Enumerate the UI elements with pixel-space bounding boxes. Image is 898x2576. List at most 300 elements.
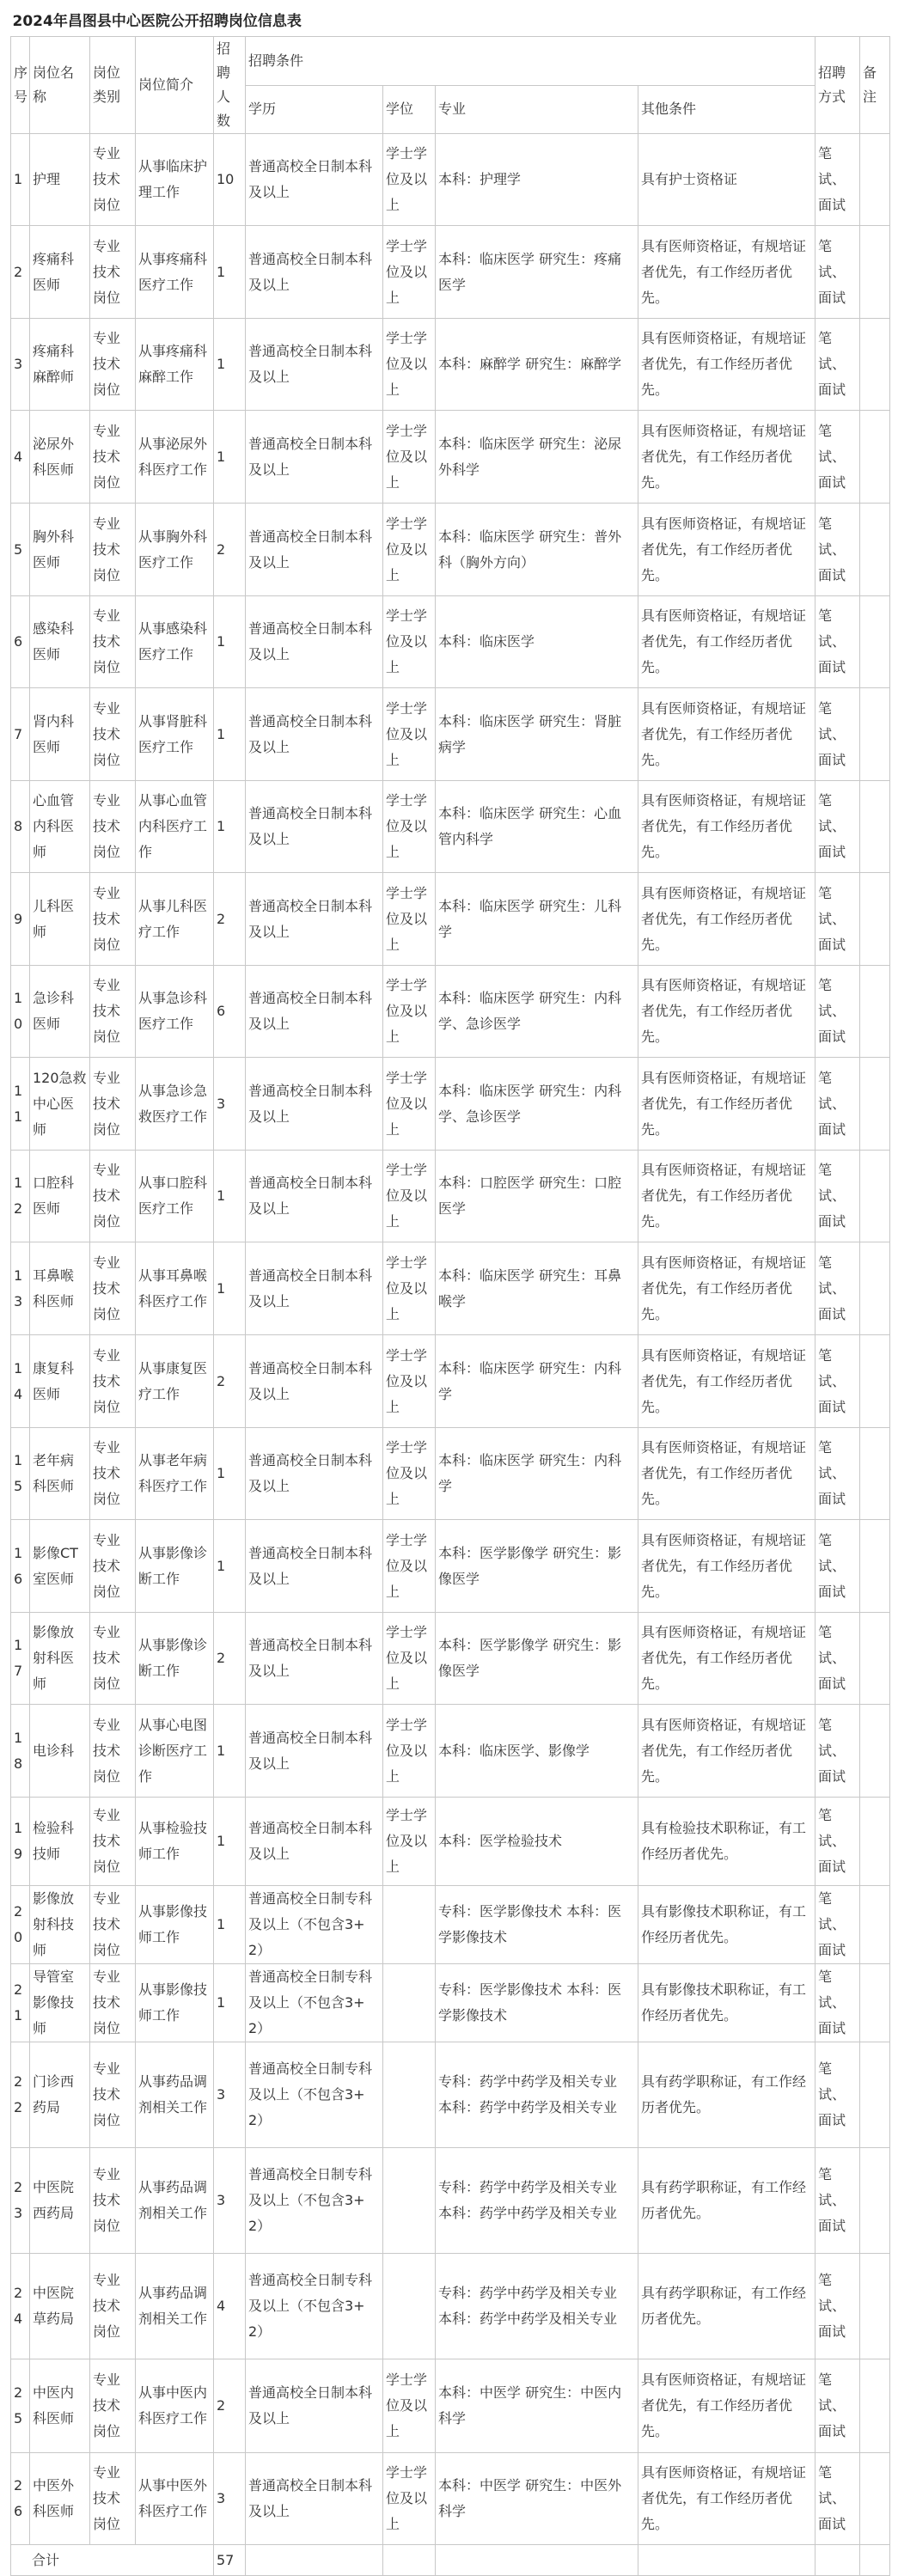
table-row (11, 2042, 890, 2148)
cell-remark (860, 966, 890, 1058)
total-empty-cell (860, 2545, 890, 2576)
cell-count: 1 (214, 1151, 246, 1242)
cell-method: 笔试、面试 (816, 1335, 860, 1428)
cell-count: 2 (214, 504, 246, 596)
cell-education: 普通高校全日制本科及以上 (246, 1151, 383, 1242)
cell-intro: 从事药品调剂相关工作 (136, 2148, 214, 2254)
cell-seq: 2 (11, 226, 30, 319)
cell-other: 具有医师资格证，有规培证者优先，有工作经历者优先。 (638, 1705, 816, 1798)
cell-seq: 26 (11, 2453, 30, 2545)
cell-intro: 从事儿科医疗工作 (136, 873, 214, 966)
cell-major: 专科：医学影像技术 本科：医学影像技术 (436, 1886, 638, 1964)
cell-degree: 学士学位及以上 (383, 226, 436, 319)
cell-other: 具有药学职称证，有工作经历者优先。 (638, 2148, 816, 2254)
cell-education: 普通高校全日制本科及以上 (246, 1520, 383, 1613)
cell-name: 老年病科医师 (30, 1428, 90, 1520)
cell-major: 专科：药学中药学及相关专业 本科：药学中药学及相关专业 (436, 2254, 638, 2359)
cell-major: 本科：临床医学 研究生：泌尿外科学 (436, 411, 638, 504)
total-empty-cell (816, 2545, 860, 2576)
cell-remark (860, 319, 890, 411)
cell-seq: 24 (11, 2254, 30, 2359)
cell-other: 具有药学职称证，有工作经历者优先。 (638, 2254, 816, 2359)
cell-degree: 学士学位及以上 (383, 1058, 436, 1151)
cell-category: 专业技术岗位 (90, 596, 136, 688)
cell-intro: 从事胸外科医疗工作 (136, 504, 214, 596)
table-row (11, 411, 890, 504)
cell-name: 心血管内科医师 (30, 781, 90, 873)
cell-method: 笔试、面试 (816, 1242, 860, 1335)
header-education: 学历 (246, 85, 383, 134)
recruitment-table (10, 7, 890, 2576)
table-row (11, 2453, 890, 2545)
cell-major: 本科：临床医学 研究生：内科学 (436, 1335, 638, 1428)
cell-category: 专业技术岗位 (90, 2453, 136, 2545)
cell-seq: 21 (11, 1964, 30, 2042)
cell-seq: 23 (11, 2148, 30, 2254)
cell-name: 康复科医师 (30, 1335, 90, 1428)
cell-education: 普通高校全日制本科及以上 (246, 226, 383, 319)
cell-method: 笔试、面试 (816, 1886, 860, 1964)
cell-education: 普通高校全日制本科及以上 (246, 688, 383, 781)
cell-intro: 从事口腔科医疗工作 (136, 1151, 214, 1242)
cell-education: 普通高校全日制本科及以上 (246, 2453, 383, 2545)
cell-degree: 学士学位及以上 (383, 1335, 436, 1428)
cell-degree: 学士学位及以上 (383, 1151, 436, 1242)
cell-method: 笔试、面试 (816, 1058, 860, 1151)
cell-name: 急诊科医师 (30, 966, 90, 1058)
cell-intro: 从事耳鼻喉科医疗工作 (136, 1242, 214, 1335)
cell-degree (383, 2148, 436, 2254)
cell-other: 具有药学职称证，有工作经历者优先。 (638, 2042, 816, 2148)
cell-education: 普通高校全日制专科及以上（不包含3+2） (246, 2042, 383, 2148)
cell-seq: 1 (11, 134, 30, 226)
table-row (11, 1151, 890, 1242)
cell-major: 专科：药学中药学及相关专业 本科：药学中药学及相关专业 (436, 2148, 638, 2254)
cell-name: 门诊西药局 (30, 2042, 90, 2148)
cell-education: 普通高校全日制本科及以上 (246, 1058, 383, 1151)
table-row (11, 1428, 890, 1520)
cell-category: 专业技术岗位 (90, 226, 136, 319)
cell-count: 6 (214, 966, 246, 1058)
table-row (11, 134, 890, 226)
cell-major: 本科：临床医学 研究生：耳鼻喉学 (436, 1242, 638, 1335)
cell-education: 普通高校全日制本科及以上 (246, 1798, 383, 1886)
table-row (11, 688, 890, 781)
header-conditions: 招聘条件 (246, 37, 816, 86)
cell-seq: 12 (11, 1151, 30, 1242)
cell-count: 2 (214, 873, 246, 966)
cell-count: 1 (214, 596, 246, 688)
cell-count: 2 (214, 1613, 246, 1705)
cell-education: 普通高校全日制本科及以上 (246, 1428, 383, 1520)
cell-remark (860, 1058, 890, 1151)
cell-remark (860, 1705, 890, 1798)
cell-category: 专业技术岗位 (90, 411, 136, 504)
cell-major: 本科：临床医学 研究生：内科学、急诊医学 (436, 966, 638, 1058)
cell-degree: 学士学位及以上 (383, 873, 436, 966)
cell-degree: 学士学位及以上 (383, 596, 436, 688)
cell-method: 笔试、面试 (816, 2453, 860, 2545)
cell-count: 1 (214, 411, 246, 504)
header-seq: 序号 (11, 37, 30, 134)
cell-other: 具有医师资格证，有规培证者优先，有工作经历者优先。 (638, 2359, 816, 2453)
cell-seq: 11 (11, 1058, 30, 1151)
cell-method: 笔试、面试 (816, 2359, 860, 2453)
cell-method: 笔试、面试 (816, 134, 860, 226)
cell-intro: 从事药品调剂相关工作 (136, 2254, 214, 2359)
cell-seq: 14 (11, 1335, 30, 1428)
cell-education: 普通高校全日制本科及以上 (246, 411, 383, 504)
cell-count: 2 (214, 1335, 246, 1428)
cell-remark (860, 411, 890, 504)
cell-education: 普通高校全日制本科及以上 (246, 966, 383, 1058)
cell-other: 具有护士资格证 (638, 134, 816, 226)
cell-category: 专业技术岗位 (90, 966, 136, 1058)
cell-seq: 5 (11, 504, 30, 596)
cell-name: 胸外科医师 (30, 504, 90, 596)
cell-degree (383, 1964, 436, 2042)
cell-name: 120急救中心医师 (30, 1058, 90, 1151)
cell-seq: 22 (11, 2042, 30, 2148)
cell-other: 具有影像技术职称证，有工作经历者优先。 (638, 1964, 816, 2042)
cell-method: 笔试、面试 (816, 2042, 860, 2148)
cell-count: 3 (214, 2453, 246, 2545)
cell-major: 本科：护理学 (436, 134, 638, 226)
cell-major: 本科：临床医学 研究生：普外科（胸外方向） (436, 504, 638, 596)
cell-degree: 学士学位及以上 (383, 688, 436, 781)
cell-other: 具有医师资格证，有规培证者优先，有工作经历者优先。 (638, 1242, 816, 1335)
table-row (11, 1520, 890, 1613)
cell-category: 专业技术岗位 (90, 1058, 136, 1151)
cell-count: 10 (214, 134, 246, 226)
cell-major: 本科：临床医学 研究生：肾脏病学 (436, 688, 638, 781)
cell-remark (860, 2254, 890, 2359)
table-row (11, 1335, 890, 1428)
cell-name: 耳鼻喉科医师 (30, 1242, 90, 1335)
table-row (11, 504, 890, 596)
cell-name: 疼痛科麻醉师 (30, 319, 90, 411)
cell-category: 专业技术岗位 (90, 1964, 136, 2042)
total-label: 合计 (11, 2545, 214, 2576)
cell-category: 专业技术岗位 (90, 873, 136, 966)
cell-name: 影像CT室医师 (30, 1520, 90, 1613)
cell-count: 1 (214, 1520, 246, 1613)
cell-other: 具有医师资格证，有规培证者优先，有工作经历者优先。 (638, 319, 816, 411)
cell-seq: 4 (11, 411, 30, 504)
header-count: 招聘人数 (214, 37, 246, 134)
header-name: 岗位名称 (30, 37, 90, 134)
table-title: 2024年昌图县中心医院公开招聘岗位信息表 (12, 13, 302, 30)
cell-remark (860, 504, 890, 596)
cell-education: 普通高校全日制专科及以上（不包含3+2） (246, 1964, 383, 2042)
cell-degree: 学士学位及以上 (383, 2453, 436, 2545)
cell-degree: 学士学位及以上 (383, 1613, 436, 1705)
cell-intro: 从事影像诊断工作 (136, 1520, 214, 1613)
cell-major: 专科：医学影像技术 本科：医学影像技术 (436, 1964, 638, 2042)
cell-category: 专业技术岗位 (90, 504, 136, 596)
cell-education: 普通高校全日制本科及以上 (246, 781, 383, 873)
cell-major: 本科：临床医学、影像学 (436, 1705, 638, 1798)
cell-other: 具有医师资格证，有规培证者优先，有工作经历者优先。 (638, 781, 816, 873)
cell-remark (860, 1151, 890, 1242)
cell-category: 专业技术岗位 (90, 1705, 136, 1798)
cell-remark (860, 2359, 890, 2453)
cell-remark (860, 2042, 890, 2148)
cell-seq: 15 (11, 1428, 30, 1520)
cell-count: 2 (214, 2359, 246, 2453)
cell-method: 笔试、面试 (816, 1151, 860, 1242)
cell-degree: 学士学位及以上 (383, 2359, 436, 2453)
cell-method: 笔试、面试 (816, 2148, 860, 2254)
cell-major: 本科：临床医学 (436, 596, 638, 688)
cell-name: 中医院草药局 (30, 2254, 90, 2359)
cell-method: 笔试、面试 (816, 226, 860, 319)
table-row (11, 1242, 890, 1335)
cell-intro: 从事中医内科医疗工作 (136, 2359, 214, 2453)
cell-intro: 从事心血管内科医疗工作 (136, 781, 214, 873)
header-remark: 备注 (860, 37, 890, 134)
table-row (11, 596, 890, 688)
cell-major: 本科：口腔医学 研究生：口腔医学 (436, 1151, 638, 1242)
cell-method: 笔试、面试 (816, 596, 860, 688)
cell-degree: 学士学位及以上 (383, 319, 436, 411)
cell-intro: 从事临床护理工作 (136, 134, 214, 226)
cell-major: 本科：中医学 研究生：中医内科学 (436, 2359, 638, 2453)
cell-name: 泌尿外科医师 (30, 411, 90, 504)
cell-name: 肾内科医师 (30, 688, 90, 781)
cell-name: 电诊科 (30, 1705, 90, 1798)
cell-count: 4 (214, 2254, 246, 2359)
cell-category: 专业技术岗位 (90, 1242, 136, 1335)
cell-remark (860, 596, 890, 688)
cell-seq: 19 (11, 1798, 30, 1886)
cell-count: 1 (214, 1964, 246, 2042)
cell-method: 笔试、面试 (816, 688, 860, 781)
header-intro: 岗位简介 (136, 37, 214, 134)
cell-count: 1 (214, 1705, 246, 1798)
cell-major: 专科：药学中药学及相关专业 本科：药学中药学及相关专业 (436, 2042, 638, 2148)
table-row (11, 226, 890, 319)
cell-intro: 从事老年病科医疗工作 (136, 1428, 214, 1520)
cell-category: 专业技术岗位 (90, 1613, 136, 1705)
cell-seq: 6 (11, 596, 30, 688)
cell-seq: 7 (11, 688, 30, 781)
cell-education: 普通高校全日制本科及以上 (246, 873, 383, 966)
cell-name: 感染科医师 (30, 596, 90, 688)
cell-remark (860, 1886, 890, 1964)
table-row (11, 1705, 890, 1798)
cell-other: 具有医师资格证，有规培证者优先，有工作经历者优先。 (638, 596, 816, 688)
cell-count: 1 (214, 1798, 246, 1886)
cell-degree (383, 2254, 436, 2359)
cell-remark (860, 226, 890, 319)
cell-seq: 20 (11, 1886, 30, 1964)
cell-remark (860, 781, 890, 873)
cell-other: 具有影像技术职称证，有工作经历者优先。 (638, 1886, 816, 1964)
cell-major: 本科：临床医学 研究生：内科学 (436, 1428, 638, 1520)
cell-intro: 从事检验技师工作 (136, 1798, 214, 1886)
table-row (11, 1058, 890, 1151)
cell-degree: 学士学位及以上 (383, 504, 436, 596)
cell-education: 普通高校全日制本科及以上 (246, 1335, 383, 1428)
table-row (11, 2359, 890, 2453)
cell-seq: 16 (11, 1520, 30, 1613)
cell-other: 具有医师资格证，有规培证者优先，有工作经历者优先。 (638, 1520, 816, 1613)
cell-count: 1 (214, 688, 246, 781)
cell-education: 普通高校全日制本科及以上 (246, 319, 383, 411)
cell-major: 本科：中医学 研究生：中医外科学 (436, 2453, 638, 2545)
cell-name: 中医内科医师 (30, 2359, 90, 2453)
cell-other: 具有医师资格证，有规培证者优先，有工作经历者优先。 (638, 1335, 816, 1428)
cell-method: 笔试、面试 (816, 411, 860, 504)
cell-seq: 9 (11, 873, 30, 966)
cell-name: 检验科技师 (30, 1798, 90, 1886)
cell-count: 1 (214, 1886, 246, 1964)
cell-degree (383, 1886, 436, 1964)
table-row (11, 2148, 890, 2254)
table-row (11, 1613, 890, 1705)
table-row (11, 2254, 890, 2359)
cell-method: 笔试、面试 (816, 319, 860, 411)
cell-major: 本科：麻醉学 研究生：麻醉学 (436, 319, 638, 411)
cell-count: 1 (214, 1428, 246, 1520)
cell-degree: 学士学位及以上 (383, 1242, 436, 1335)
cell-other: 具有医师资格证，有规培证者优先，有工作经历者优先。 (638, 504, 816, 596)
cell-degree: 学士学位及以上 (383, 411, 436, 504)
cell-major: 本科：临床医学 研究生：内科学、急诊医学 (436, 1058, 638, 1151)
cell-category: 专业技术岗位 (90, 1520, 136, 1613)
cell-other: 具有医师资格证，有规培证者优先，有工作经历者优先。 (638, 226, 816, 319)
cell-method: 笔试、面试 (816, 1613, 860, 1705)
header-other: 其他条件 (638, 85, 816, 134)
cell-name: 影像放射科医师 (30, 1613, 90, 1705)
cell-method: 笔试、面试 (816, 1798, 860, 1886)
cell-degree (383, 2042, 436, 2148)
cell-category: 专业技术岗位 (90, 2254, 136, 2359)
cell-seq: 3 (11, 319, 30, 411)
total-empty-cell (383, 2545, 436, 2576)
cell-category: 专业技术岗位 (90, 134, 136, 226)
cell-seq: 17 (11, 1613, 30, 1705)
cell-remark (860, 688, 890, 781)
total-row (11, 2545, 890, 2576)
cell-other: 具有医师资格证，有规培证者优先，有工作经历者优先。 (638, 966, 816, 1058)
cell-remark (860, 1428, 890, 1520)
cell-seq: 10 (11, 966, 30, 1058)
cell-intro: 从事药品调剂相关工作 (136, 2042, 214, 2148)
cell-name: 口腔科医师 (30, 1151, 90, 1242)
cell-degree: 学士学位及以上 (383, 966, 436, 1058)
cell-other: 具有医师资格证，有规培证者优先，有工作经历者优先。 (638, 1058, 816, 1151)
cell-category: 专业技术岗位 (90, 781, 136, 873)
cell-major: 本科：医学检验技术 (436, 1798, 638, 1886)
cell-method: 笔试、面试 (816, 966, 860, 1058)
cell-name: 护理 (30, 134, 90, 226)
cell-other: 具有医师资格证，有规培证者优先，有工作经历者优先。 (638, 1613, 816, 1705)
cell-intro: 从事感染科医疗工作 (136, 596, 214, 688)
cell-count: 1 (214, 319, 246, 411)
header-degree: 学位 (383, 85, 436, 134)
cell-seq: 18 (11, 1705, 30, 1798)
cell-intro: 从事影像技师工作 (136, 1886, 214, 1964)
cell-intro: 从事急诊科医疗工作 (136, 966, 214, 1058)
cell-method: 笔试、面试 (816, 873, 860, 966)
cell-remark (860, 2148, 890, 2254)
cell-degree: 学士学位及以上 (383, 1520, 436, 1613)
cell-other: 具有医师资格证，有规培证者优先，有工作经历者优先。 (638, 2453, 816, 2545)
cell-method: 笔试、面试 (816, 1520, 860, 1613)
cell-major: 本科：医学影像学 研究生：影像医学 (436, 1613, 638, 1705)
cell-intro: 从事康复医疗工作 (136, 1335, 214, 1428)
cell-other: 具有医师资格证，有规培证者优先，有工作经历者优先。 (638, 411, 816, 504)
cell-education: 普通高校全日制本科及以上 (246, 2359, 383, 2453)
table-row (11, 873, 890, 966)
cell-intro: 从事影像技师工作 (136, 1964, 214, 2042)
cell-other: 具有医师资格证，有规培证者优先，有工作经历者优先。 (638, 688, 816, 781)
cell-intro: 从事肾脏科医疗工作 (136, 688, 214, 781)
cell-education: 普通高校全日制本科及以上 (246, 134, 383, 226)
cell-seq: 8 (11, 781, 30, 873)
cell-category: 专业技术岗位 (90, 1798, 136, 1886)
total-empty-cell (638, 2545, 816, 2576)
cell-intro: 从事中医外科医疗工作 (136, 2453, 214, 2545)
cell-other: 具有医师资格证，有规培证者优先，有工作经历者优先。 (638, 1151, 816, 1242)
cell-seq: 13 (11, 1242, 30, 1335)
cell-remark (860, 1798, 890, 1886)
cell-method: 笔试、面试 (816, 1428, 860, 1520)
cell-seq: 25 (11, 2359, 30, 2453)
cell-method: 笔试、面试 (816, 781, 860, 873)
cell-category: 专业技术岗位 (90, 1886, 136, 1964)
cell-degree: 学士学位及以上 (383, 1798, 436, 1886)
cell-other: 具有检验技术职称证，有工作经历者优先。 (638, 1798, 816, 1886)
cell-education: 普通高校全日制专科及以上（不包含3+2） (246, 1886, 383, 1964)
cell-category: 专业技术岗位 (90, 2042, 136, 2148)
cell-name: 导管室影像技师 (30, 1964, 90, 2042)
cell-intro: 从事疼痛科麻醉工作 (136, 319, 214, 411)
cell-remark (860, 1335, 890, 1428)
cell-remark (860, 2453, 890, 2545)
table-row (11, 1886, 890, 1964)
cell-remark (860, 134, 890, 226)
total-count: 57 (214, 2545, 246, 2576)
cell-count: 1 (214, 1242, 246, 1335)
cell-remark (860, 1964, 890, 2042)
cell-degree: 学士学位及以上 (383, 1428, 436, 1520)
cell-degree: 学士学位及以上 (383, 1705, 436, 1798)
cell-category: 专业技术岗位 (90, 319, 136, 411)
header-method: 招聘方式 (816, 37, 860, 134)
cell-name: 影像放射科技师 (30, 1886, 90, 1964)
cell-method: 笔试、面试 (816, 1964, 860, 2042)
table-row (11, 1798, 890, 1886)
cell-category: 专业技术岗位 (90, 1151, 136, 1242)
cell-name: 中医外科医师 (30, 2453, 90, 2545)
cell-method: 笔试、面试 (816, 1705, 860, 1798)
cell-count: 3 (214, 2148, 246, 2254)
cell-remark (860, 873, 890, 966)
cell-count: 3 (214, 1058, 246, 1151)
cell-name: 儿科医师 (30, 873, 90, 966)
cell-education: 普通高校全日制本科及以上 (246, 504, 383, 596)
cell-name: 疼痛科医师 (30, 226, 90, 319)
cell-education: 普通高校全日制本科及以上 (246, 1705, 383, 1798)
cell-major: 本科：医学影像学 研究生：影像医学 (436, 1520, 638, 1613)
cell-other: 具有医师资格证，有规培证者优先，有工作经历者优先。 (638, 1428, 816, 1520)
cell-count: 3 (214, 2042, 246, 2148)
cell-remark (860, 1613, 890, 1705)
cell-count: 1 (214, 781, 246, 873)
